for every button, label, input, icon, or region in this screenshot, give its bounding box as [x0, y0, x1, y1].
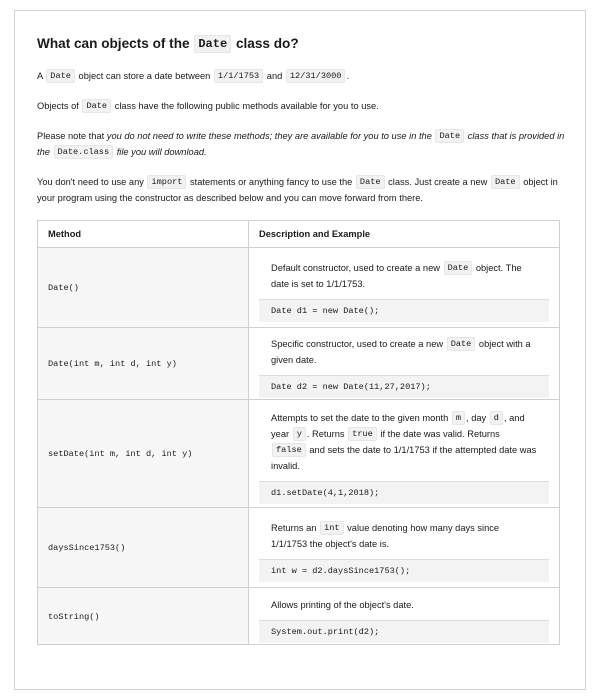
table-row	[38, 400, 560, 508]
page-content	[37, 34, 567, 645]
table-row	[38, 248, 560, 328]
desc-text: object. The date is set to 1/1/1753.	[271, 263, 522, 289]
para3-emphasis-2: class that is provided in the	[37, 131, 565, 157]
methods-table	[37, 220, 560, 645]
para3-text-1: Please note that	[37, 131, 105, 141]
para3-emphasis-3: file you will download.	[116, 147, 207, 157]
method-description	[259, 329, 549, 375]
desc-code: false	[272, 443, 306, 457]
page-title	[37, 34, 567, 54]
desc-code: Date	[444, 261, 473, 275]
method-description	[259, 590, 549, 620]
desc-text: Default constructor, used to create a new	[271, 263, 440, 273]
method-cell	[38, 400, 249, 508]
desc-text: Specific constructor, used to create a new	[271, 339, 444, 349]
para4-code-1: import	[147, 175, 186, 189]
method-signature: Date()	[48, 283, 79, 293]
methods-intro-paragraph	[37, 98, 567, 114]
date-range-paragraph	[37, 68, 567, 84]
para2-text-2: class have the following public methods available for you to use.	[114, 101, 379, 111]
desc-text: Allows printing of the object's date.	[271, 599, 414, 610]
desc-code: Date	[447, 337, 476, 351]
para3-code-2: Date.class	[54, 145, 114, 159]
para1-text-3: and	[266, 71, 283, 81]
para4-text-1: You don't need to use any	[37, 177, 144, 187]
para4-text-3: class. Just create a new	[388, 177, 488, 187]
para1-text-2: object can store a date between	[78, 71, 211, 81]
method-signature: Date(int m, int d, int y)	[48, 359, 177, 369]
description-cell	[249, 508, 560, 588]
desc-text: Attempts to set the date to the given month	[271, 413, 449, 423]
method-cell	[38, 588, 249, 645]
para3-emphasis-1: you do not need to write these methods; they are available for you to use in the	[106, 131, 432, 141]
para2-text-1: Objects of	[37, 101, 79, 111]
title-prefix: What can objects of the	[37, 36, 190, 51]
description-cell	[249, 248, 560, 328]
para1-code-3: 12/31/3000	[286, 69, 346, 83]
code-example: int w = d2.daysSince1753();	[259, 559, 549, 582]
desc-text: , day	[466, 413, 487, 423]
title-suffix: class do?	[235, 36, 299, 51]
para4-text-4: object in your program using the constructor as described below and you can move forward from there.	[37, 177, 558, 203]
desc-text: object with a given date.	[271, 339, 531, 365]
code-example: Date d2 = new Date(11,27,2017);	[259, 375, 549, 398]
method-description	[259, 513, 549, 559]
para2-code-1: Date	[82, 99, 111, 113]
para1-text-4: .	[346, 71, 350, 81]
code-example: d1.setDate(4,1,2018);	[259, 481, 549, 504]
desc-text: value denoting how many days since 1/1/1753 the object's date is.	[271, 523, 500, 549]
desc-code: int	[320, 521, 343, 535]
method-signature: toString()	[48, 611, 100, 622]
code-example: System.out.print(d2);	[259, 620, 549, 643]
method-signature: daysSince1753()	[48, 543, 126, 553]
code-example: Date d1 = new Date();	[259, 299, 549, 322]
description-cell	[249, 588, 560, 645]
para1-text-1: A	[37, 71, 43, 81]
table-row	[38, 588, 560, 645]
desc-code: y	[293, 427, 306, 441]
para4-code-2: Date	[356, 175, 385, 189]
method-cell	[38, 508, 249, 588]
title-code: Date	[194, 35, 231, 53]
para1-code-1: Date	[46, 69, 75, 83]
para4-code-3: Date	[491, 175, 520, 189]
usage-paragraph	[37, 174, 567, 206]
description-column-header: Description and Example	[249, 221, 560, 248]
desc-code: d	[490, 411, 503, 425]
desc-text: Returns an	[271, 523, 317, 533]
method-signature: setDate(int m, int d, int y)	[48, 449, 193, 459]
method-column-header: Method	[38, 221, 249, 248]
table-header-row	[38, 221, 560, 248]
description-cell	[249, 400, 560, 508]
desc-text: , and year	[271, 413, 525, 439]
para1-code-2: 1/1/1753	[214, 69, 263, 83]
desc-text: if the date was valid. Returns	[380, 429, 500, 439]
method-cell	[38, 248, 249, 328]
desc-code: true	[348, 427, 377, 441]
note-paragraph	[37, 128, 567, 160]
desc-text: and sets the date to 1/1/1753 if the attempted date was invalid.	[271, 445, 537, 471]
para4-text-2: statements or anything fancy to use the	[190, 177, 353, 187]
description-cell	[249, 328, 560, 400]
desc-text: . Returns	[306, 429, 345, 439]
desc-code: m	[452, 411, 465, 425]
method-description	[259, 403, 549, 481]
para3-code-1: Date	[435, 129, 464, 143]
method-cell	[38, 328, 249, 400]
method-description	[259, 253, 549, 299]
table-row	[38, 508, 560, 588]
table-row	[38, 328, 560, 400]
